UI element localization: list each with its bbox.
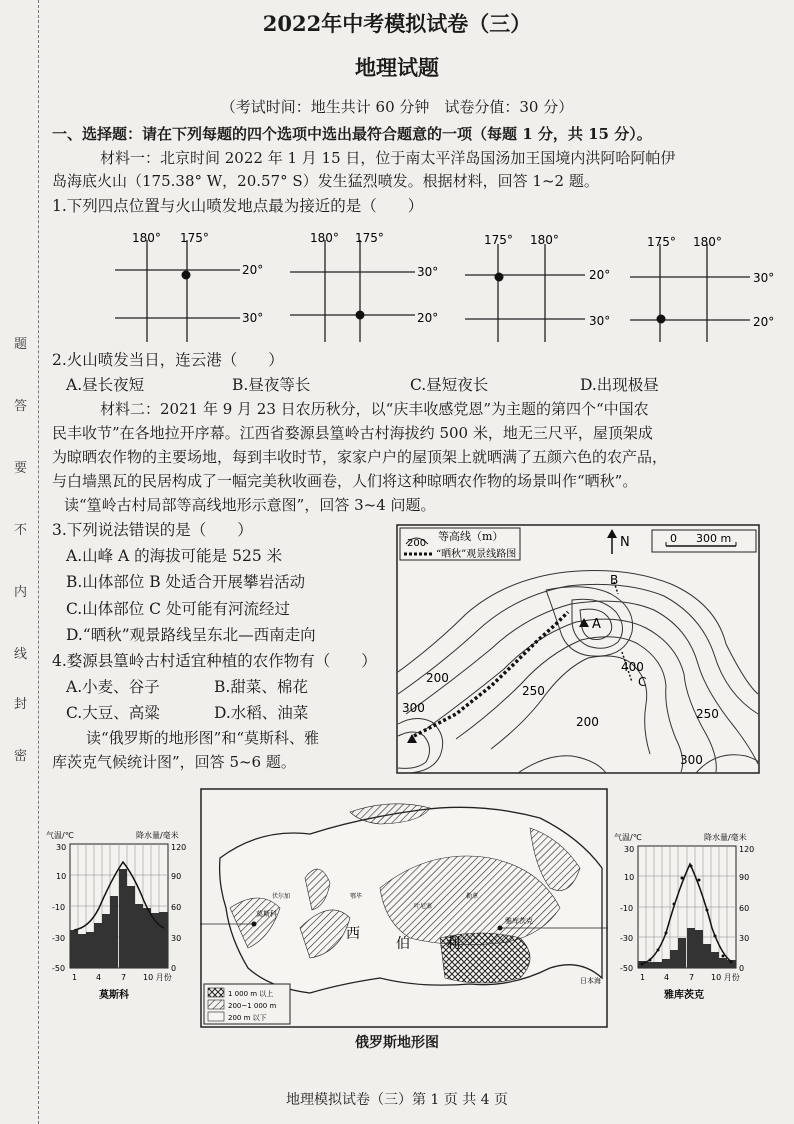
tick-label: 1 — [72, 973, 78, 982]
material2-line: 与白墙黑瓦的民居构成了一幅完美秋收画卷，人们将这种晾晒农作物的场景叫作“晒秋”。 — [52, 472, 638, 490]
tick-label: 1 — [640, 973, 646, 982]
moscow-dot — [252, 922, 257, 927]
lat-label: 30° — [417, 265, 439, 279]
grid-option-c — [465, 233, 610, 342]
contour-value: 200 — [576, 715, 599, 729]
point-dot — [356, 311, 365, 320]
north-label: N — [620, 535, 630, 550]
contour-value: 400 — [621, 660, 644, 674]
contour-value: 300 — [402, 701, 425, 715]
tick-label: 60 — [171, 903, 182, 912]
material2-line: 民丰收节”在各地拉开序幕。江西省婺源县篁岭古村海拔约 500 米，地无三尺平，屋顶架成 — [52, 424, 653, 442]
tick-label: 60 — [739, 904, 750, 913]
lon-label: 180° — [132, 231, 161, 245]
lat-label: 20° — [753, 315, 775, 329]
grid-option-a — [115, 231, 263, 342]
tick-label: 0 — [171, 964, 177, 973]
grid-option-d — [630, 235, 774, 342]
lat-label: 30° — [589, 314, 611, 328]
q2-option-d: D.出现极昼 — [580, 376, 659, 394]
lon-label: 175° — [647, 235, 676, 249]
tick-label: 30 — [171, 934, 182, 943]
russia-map-title: 俄罗斯地形图 — [355, 1035, 439, 1051]
map-label: 雅库茨克 — [505, 917, 533, 925]
binding-char: 内 — [14, 585, 28, 600]
tick-label: 10 — [56, 872, 67, 881]
map-label: 日本海 — [580, 977, 601, 985]
lon-label: 180° — [310, 231, 339, 245]
exam-title: 2022年中考模拟试卷（三） — [262, 11, 532, 36]
q3-stem: 3.下列说法错误的是（ ） — [52, 521, 253, 539]
q4-option-c: C.大豆、高粱 — [66, 704, 160, 722]
lat-label: 20° — [417, 311, 439, 325]
material2-line: 材料二：2021 年 9 月 23 日农历秋分，以“庆丰收感党恩”为主题的第四个“中国农 — [100, 400, 649, 418]
tick-label: 10 — [624, 873, 635, 882]
chart-ylabel-left: 气温/℃ — [46, 831, 74, 840]
material1-line: 岛海底火山（175.38° W，20.57° S）发生猛烈喷发。根据材料，回答 1~2 题。 — [52, 172, 599, 190]
tick-label: 4 — [96, 973, 102, 982]
point-dot — [495, 273, 504, 282]
q4-option-d: D.水稻、油菜 — [214, 704, 309, 722]
tick-label: -50 — [52, 964, 66, 973]
tick-label: -10 — [52, 903, 66, 912]
q1-grid-figures — [40, 222, 794, 342]
tick-label: -30 — [52, 934, 66, 943]
tick-label: -30 — [620, 934, 634, 943]
legend-route-label: “晒秋”观景线路图 — [436, 549, 517, 560]
yakutsk-dot — [498, 926, 503, 931]
tick-label: 10 月份 — [711, 973, 740, 982]
lon-label: 175° — [180, 231, 209, 245]
lon-label: 175° — [484, 233, 513, 247]
tick-label: 30 — [56, 843, 67, 852]
tick-label: 4 — [664, 973, 670, 982]
tick-label: 0 — [739, 964, 745, 973]
tick-label: 10 月份 — [143, 973, 172, 982]
q3-option-a: A.山峰 A 的海拔可能是 525 米 — [66, 547, 283, 565]
scale-zero: 0 — [670, 532, 677, 545]
binding-char: 线 — [14, 647, 28, 662]
city-label: 雅库茨克 — [664, 990, 704, 1001]
tick-label: -10 — [620, 904, 634, 913]
binding-char: 答 — [14, 399, 28, 414]
legend-contour-label: 等高线（m） — [438, 530, 504, 543]
binding-dashed-line — [38, 0, 39, 1124]
q4-option-b: B.甜菜、棉花 — [214, 678, 308, 696]
q2-option-a: A.昼长夜短 — [66, 376, 145, 394]
contour-value: 200 — [426, 671, 449, 685]
material1-line: 材料一：北京时间 2022 年 1 月 15 日，位于南太平洋岛国汤加王国境内洪阿哈阿帕伊 — [100, 149, 676, 167]
tick-label: 7 — [689, 973, 695, 982]
binding-char: 封 — [14, 697, 28, 712]
exam-info: （考试时间：地生共计 60 分钟 试卷分值：30 分） — [220, 98, 574, 116]
binding-char: 密 — [14, 749, 28, 764]
binding-char: 要 — [14, 461, 28, 476]
lat-label: 20° — [242, 263, 264, 277]
chart-ylabel-left: 气温/℃ — [614, 833, 642, 842]
contour-value: 250 — [522, 684, 545, 698]
chart-ylabel-right: 降水量/毫米 — [136, 831, 179, 840]
contour-value: 300 — [680, 753, 703, 767]
q3-option-c: C.山体部位 C 处可能有河流经过 — [66, 600, 290, 618]
map-legend-item: 200~1 000 m — [228, 1002, 277, 1010]
map-legend-item: 1 000 m 以上 — [228, 990, 274, 998]
q3-option-b: B.山体部位 B 处适合开展攀岩活动 — [66, 573, 306, 591]
tick-label: 30 — [739, 934, 750, 943]
lat-label: 30° — [753, 271, 775, 285]
tick-label: 120 — [171, 843, 187, 852]
map-label: 伯 — [396, 936, 410, 952]
tick-label: -50 — [620, 964, 634, 973]
q5-intro-line: 读“俄罗斯的地形图”和“莫斯科、雅 — [86, 729, 320, 747]
scale-length: 300 m — [696, 532, 732, 545]
page-footer: 地理模拟试卷（三）第 1 页 共 4 页 — [285, 1092, 509, 1108]
russia-terrain-map — [200, 788, 608, 1028]
material2-line: 为晾晒农作物的主要场地，每到丰收时节，家家户户的屋顶架上就晒满了五颜六色的农产品， — [52, 448, 668, 466]
map-label: 叶尼塞 — [414, 903, 433, 910]
tick-label: 90 — [171, 872, 182, 881]
map-legend-item: 200 m 以下 — [228, 1014, 267, 1022]
moscow-climate-chart — [44, 826, 194, 1006]
q2-option-b: B.昼夜等长 — [232, 376, 311, 394]
lat-label: 20° — [589, 268, 611, 282]
map-label: 莫斯科 — [256, 910, 277, 918]
map-label: 伏尔加 — [272, 893, 291, 900]
binding-char: 不 — [14, 523, 28, 538]
q2-option-c: C.昼短夜长 — [410, 376, 489, 394]
lon-label: 180° — [693, 235, 722, 249]
q3-option-d: D.“晒秋”观景路线呈东北—西南走向 — [66, 626, 316, 644]
label-c: C — [638, 675, 647, 689]
contour-value: 250 — [696, 707, 719, 721]
lon-label: 180° — [530, 233, 559, 247]
point-dot — [182, 271, 191, 280]
map-label: 利 — [446, 936, 460, 952]
material2-line: 读“篁岭古村局部等高线地形示意图”，回答 3~4 问题。 — [64, 496, 436, 514]
legend-contour-value: 200 — [407, 538, 427, 549]
q1-stem: 1.下列四点位置与火山喷发地点最为接近的是（ ） — [52, 197, 424, 215]
map-label: 勒拿 — [466, 893, 479, 900]
map-label: 西 — [346, 926, 360, 942]
lon-label: 175° — [355, 231, 384, 245]
map-label: 鄂毕 — [350, 893, 363, 900]
city-label: 莫斯科 — [99, 990, 129, 1001]
q4-stem: 4.婺源县篁岭古村适宜种植的农作物有（ ） — [52, 652, 377, 670]
binding-char: 题 — [14, 337, 28, 352]
contour-map — [396, 524, 760, 774]
tick-label: 7 — [121, 973, 127, 982]
chart-ylabel-right: 降水量/毫米 — [704, 833, 747, 842]
grid-option-b — [290, 231, 438, 342]
label-a: A — [592, 617, 601, 632]
q5-intro-line: 库茨克气候统计图”，回答 5~6 题。 — [52, 753, 296, 771]
tick-label: 120 — [739, 845, 755, 854]
lat-label: 30° — [242, 311, 264, 325]
subject-title: 地理试题 — [355, 55, 439, 80]
q4-option-a: A.小麦、谷子 — [66, 678, 160, 696]
point-dot — [657, 315, 666, 324]
tick-label: 30 — [624, 845, 635, 854]
q2-stem: 2.火山喷发当日，连云港（ ） — [52, 351, 284, 369]
section-heading: 一、选择题：请在下列每题的四个选项中选出最符合题意的一项（每题 1 分，共 15 分）。 — [52, 125, 652, 143]
label-b: B — [610, 573, 619, 587]
tick-label: 90 — [739, 873, 750, 882]
yakutsk-climate-chart — [612, 828, 762, 1008]
